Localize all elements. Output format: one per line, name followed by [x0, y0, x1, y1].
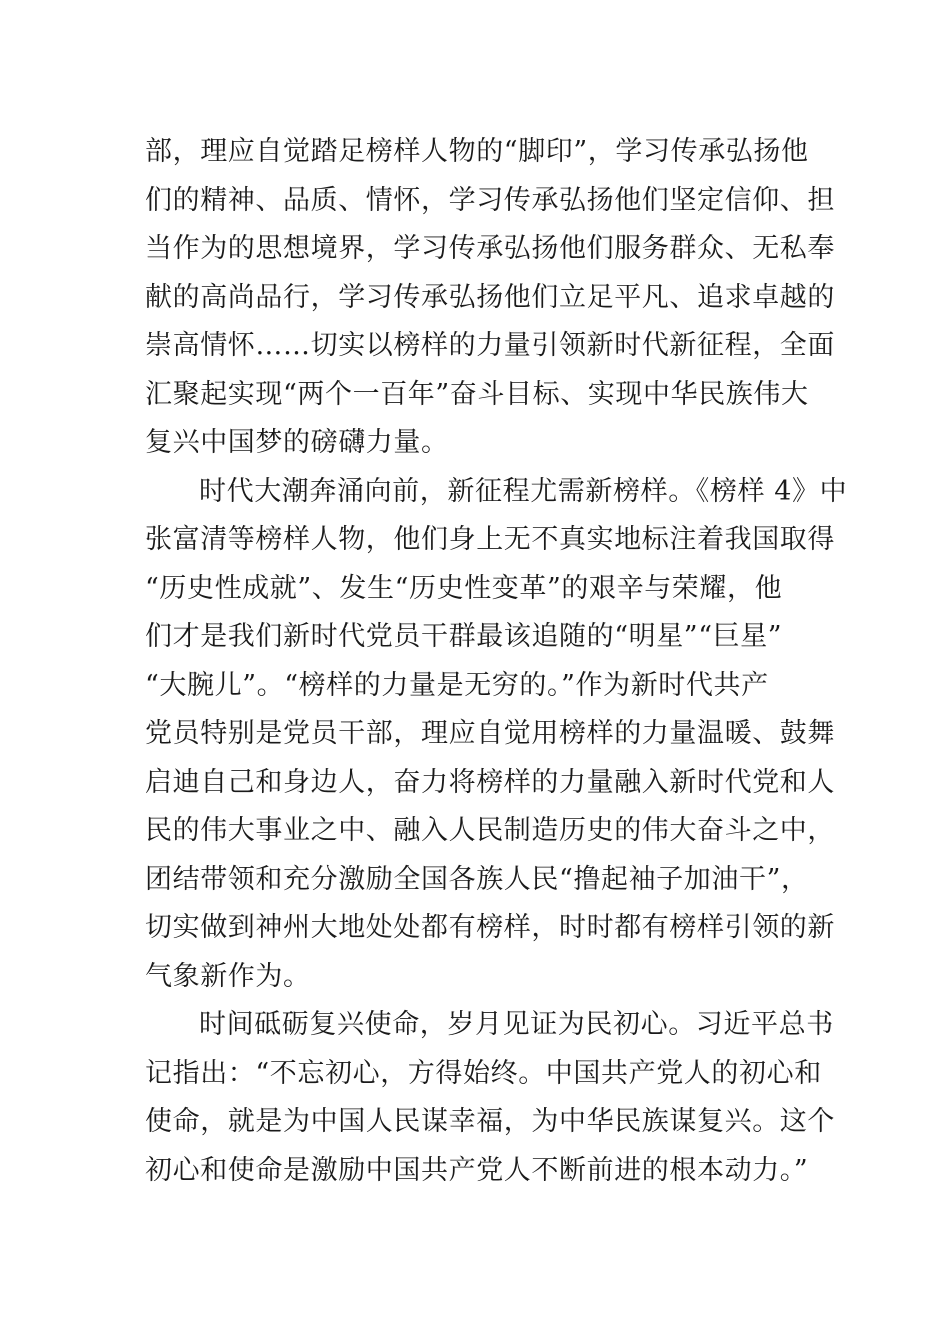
text-line: 崇高情怀……切实以榜样的力量引领新时代新征程，全面 [145, 330, 835, 361]
text-line: 部，理应自觉踏足榜样人物的“脚印”，学习传承弘扬他 [145, 136, 809, 167]
text-line: “大腕儿”。“榜样的力量是无穷的。”作为新时代共产 [145, 669, 769, 701]
text-line: 献的高尚品行，学习传承弘扬他们立足平凡、追求卓越的 [145, 281, 835, 313]
text-line: 记指出：“不忘初心，方得始终。中国共产党人的初心和 [145, 1057, 822, 1089]
text-line: “历史性成就”、发生“历史性变革”的艰辛与荣耀，他 [145, 572, 783, 604]
text-line: 切实做到神州大地处处都有榜样，时时都有榜样引领的新 [145, 912, 835, 943]
text-line: 初心和使命是激励中国共产党人不断前进的根本动力。” [145, 1154, 809, 1186]
text-line: 时代大潮奔涌向前，新征程尤需新榜样。《榜样 4》中 [199, 475, 848, 507]
text-line: 当作为的思想境界，学习传承弘扬他们服务群众、无私奉 [145, 233, 835, 264]
paragraph-3 [145, 1001, 835, 1195]
text-line: 汇聚起实现“两个一百年”奋斗目标、实现中华民族伟大 [145, 378, 809, 410]
text-line: 启迪自己和身边人，奋力将榜样的力量融入新时代党和人 [145, 766, 835, 798]
text-line: 使命，就是为中国人民谋幸福，为中华民族谋复兴。这个 [145, 1106, 835, 1137]
text-line: 张富清等榜样人物，他们身上无不真实地标注着我国取得 [145, 524, 835, 555]
text-line: 气象新作为。 [145, 960, 311, 992]
text-line: 们的精神、品质、情怀，学习传承弘扬他们坚定信仰、担 [145, 184, 835, 216]
paragraph-2 [145, 468, 848, 1002]
text-line: 民的伟大事业之中、融入人民制造历史的伟大奋斗之中， [145, 815, 835, 846]
paragraph-1 [145, 128, 835, 468]
text-line: 们才是我们新时代党员干群最该追随的“明星”“巨星” [145, 621, 783, 652]
text-line: 复兴中国梦的磅礴力量。 [145, 427, 449, 458]
text-line: 时间砥砺复兴使命，岁月见证为民初心。习近平总书 [199, 1009, 834, 1040]
text-line: 团结带领和充分激励全国各族人民“撸起袖子加油干”， [145, 863, 809, 895]
body-text [145, 128, 848, 1195]
text-line: 党员特别是党员干部，理应自觉用榜样的力量温暖、鼓舞 [145, 718, 835, 749]
